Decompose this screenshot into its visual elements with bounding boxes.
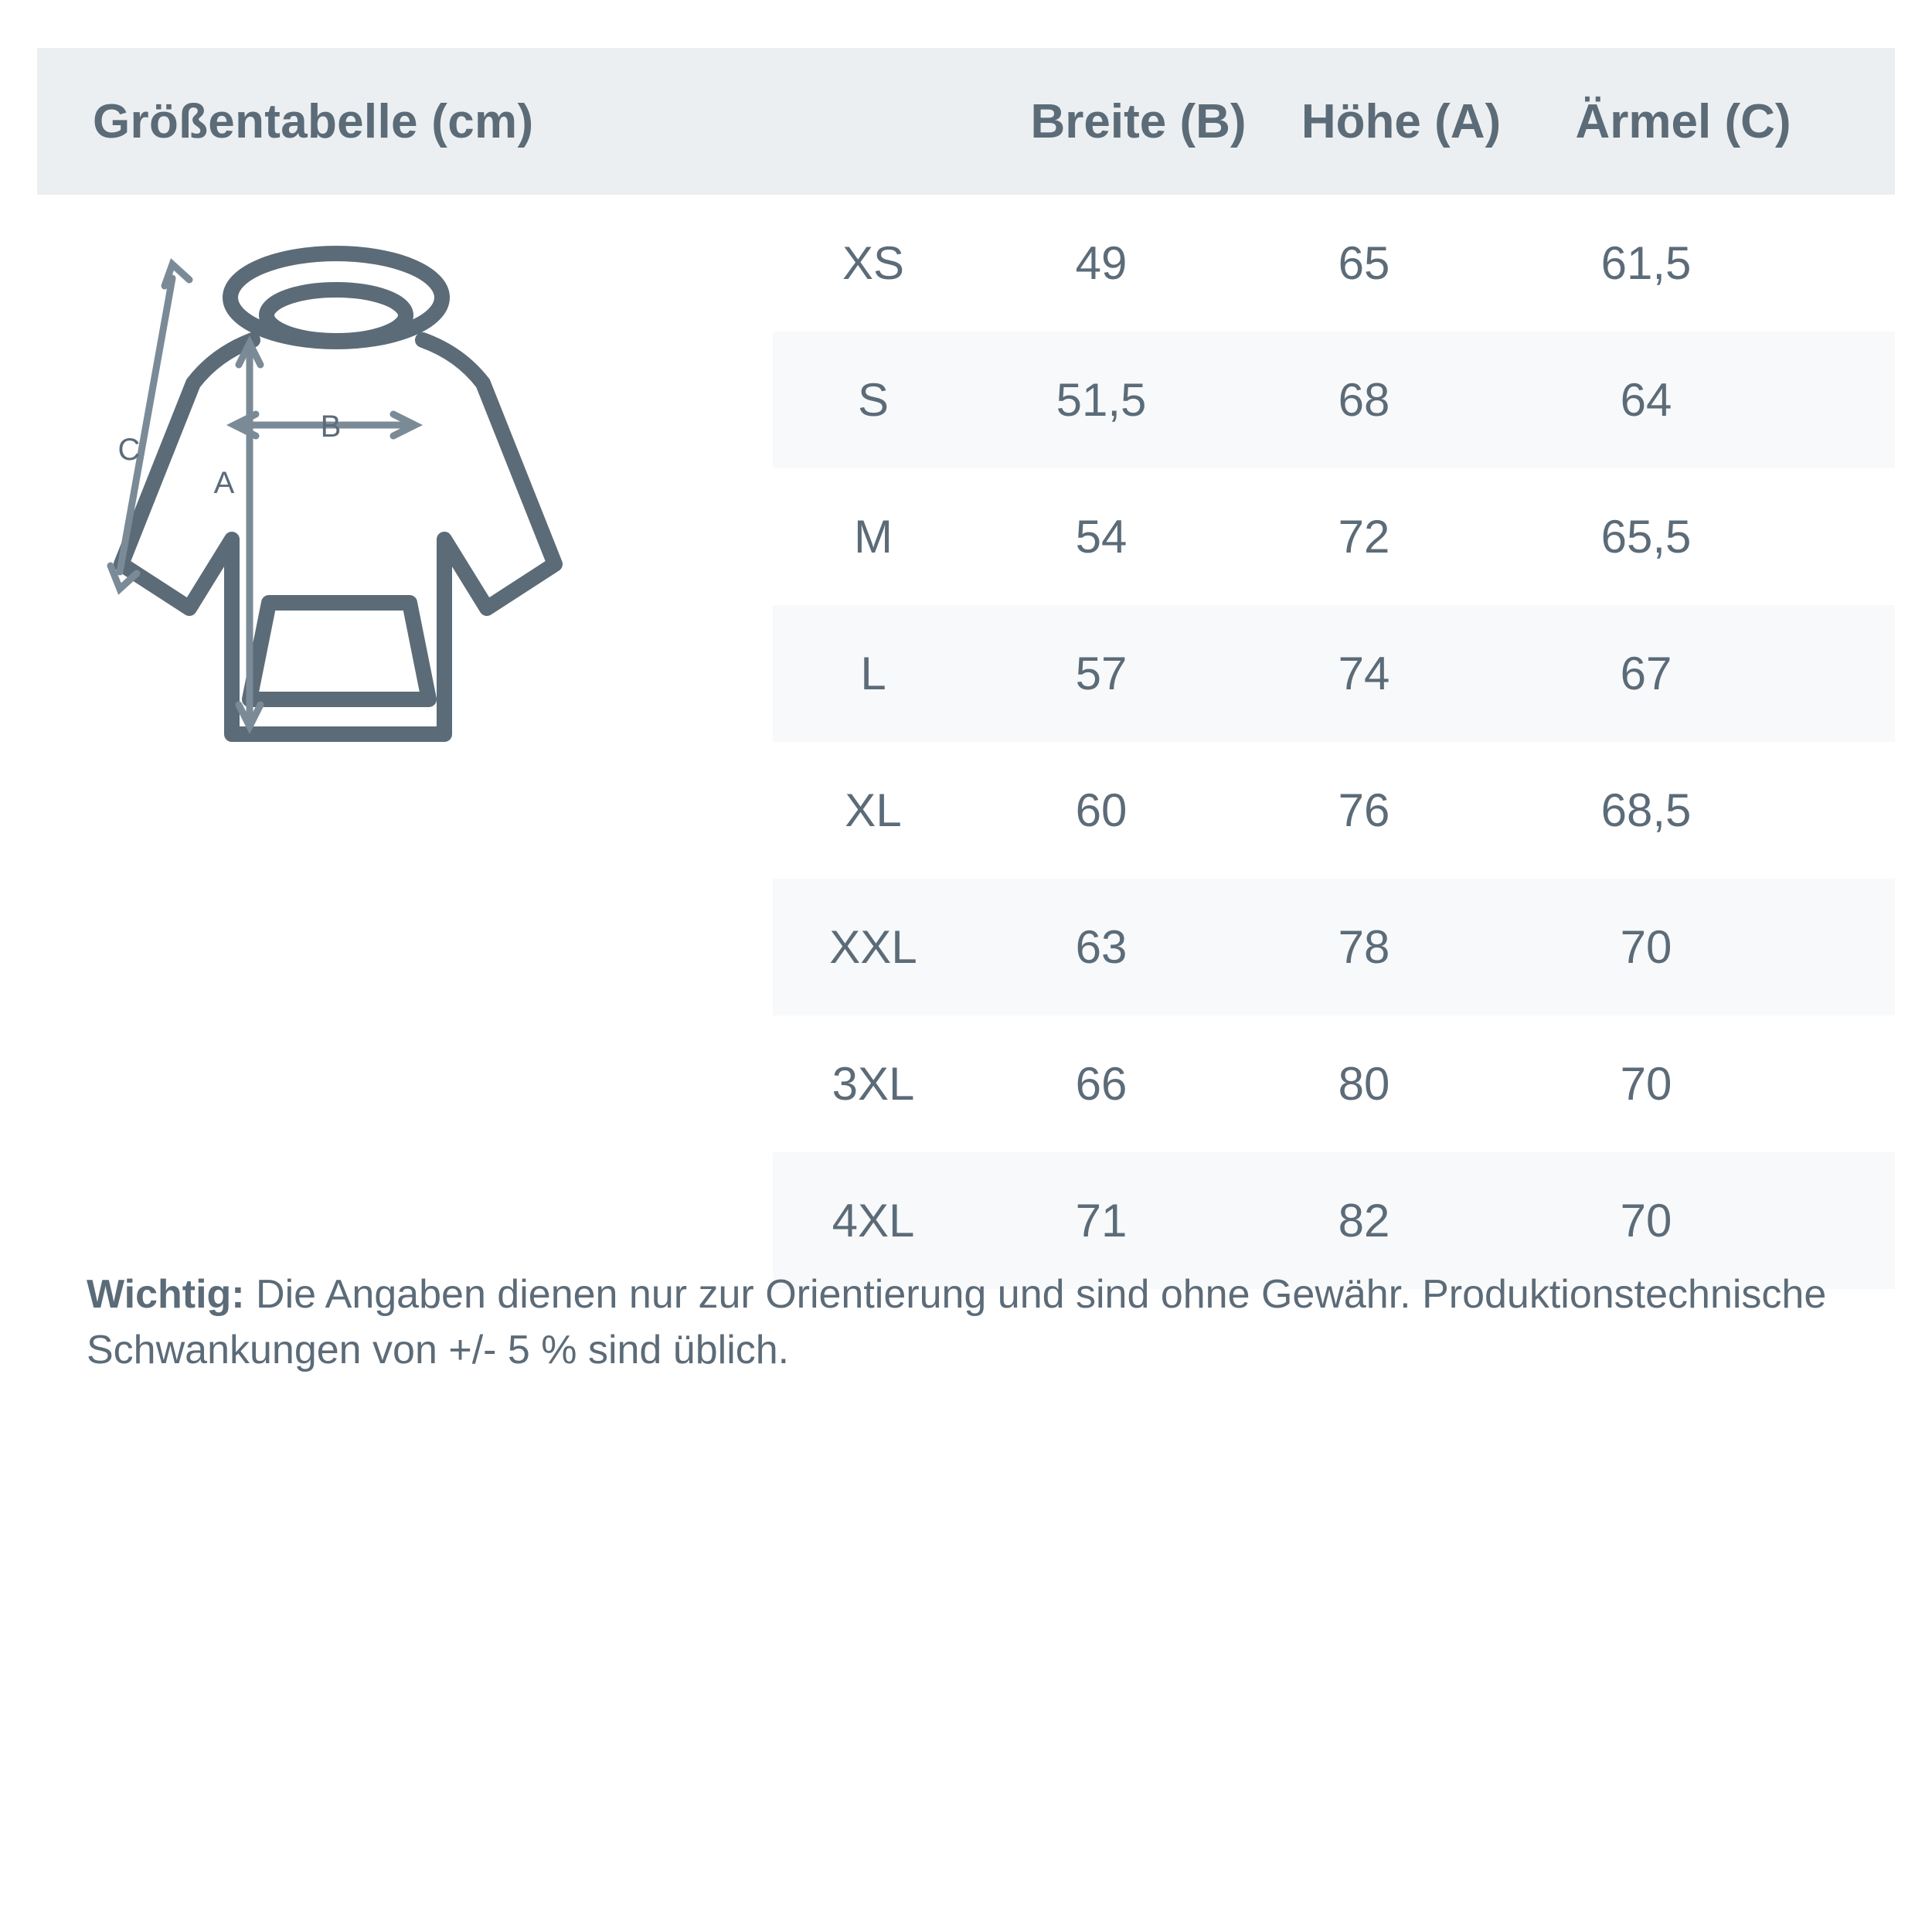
cell-height: 65 — [1338, 237, 1390, 289]
table-row — [773, 195, 1895, 332]
table-row — [773, 332, 1895, 468]
cell-height: 82 — [1338, 1195, 1390, 1247]
cell-size: M — [854, 511, 893, 563]
dimension-label-c: C — [117, 433, 141, 467]
disclaimer-text: Die Angaben dienen nur zur Orientierung und sind ohne Gewähr. Produktionstechnische Schwankungen von +/- 5 % sind üblich. — [87, 1272, 1827, 1372]
column-header-sleeve: Ärmel (C) — [1575, 94, 1791, 148]
cell-sleeve: 61,5 — [1600, 237, 1692, 289]
cell-sleeve: 67 — [1620, 648, 1672, 699]
cell-sleeve: 68,5 — [1600, 784, 1692, 836]
cell-height: 72 — [1338, 511, 1390, 563]
hoodie-outline-icon — [121, 253, 555, 734]
cell-size: XXL — [829, 921, 917, 973]
disclaimer-lead: Wichtig: — [87, 1272, 245, 1317]
table-row — [773, 605, 1895, 742]
cell-size: XS — [842, 237, 905, 289]
cell-sleeve: 70 — [1620, 1058, 1672, 1110]
cell-size: 3XL — [832, 1058, 915, 1110]
column-header-width: Breite (B) — [1030, 94, 1247, 148]
table-row — [773, 1015, 1895, 1152]
cell-sleeve: 65,5 — [1600, 511, 1692, 563]
cell-height: 74 — [1338, 648, 1390, 699]
cell-sleeve: 70 — [1620, 1195, 1672, 1247]
size-table — [773, 195, 1895, 1289]
column-headers — [810, 48, 1895, 195]
table-row — [773, 879, 1895, 1015]
cell-width: 54 — [1075, 511, 1128, 563]
cell-size: L — [860, 648, 886, 699]
dimension-label-a: A — [213, 466, 235, 500]
column-header-height: Höhe (A) — [1301, 94, 1502, 148]
cell-width: 51,5 — [1056, 374, 1147, 426]
cell-width: 71 — [1075, 1195, 1128, 1247]
table-row — [773, 742, 1895, 879]
cell-size: XL — [845, 784, 902, 836]
cell-height: 78 — [1338, 921, 1390, 973]
cell-width: 57 — [1075, 648, 1128, 699]
table-header-band — [37, 48, 1895, 195]
cell-sleeve: 70 — [1620, 921, 1672, 973]
page-title: Größentabelle (cm) — [93, 94, 534, 148]
cell-width: 66 — [1075, 1058, 1128, 1110]
hoodie-diagram — [73, 232, 761, 842]
disclaimer — [87, 1267, 1856, 1379]
dimension-label-b: B — [320, 410, 342, 444]
cell-height: 76 — [1338, 784, 1390, 836]
cell-width: 63 — [1075, 921, 1128, 973]
cell-height: 68 — [1338, 374, 1390, 426]
table-row — [773, 468, 1895, 605]
cell-width: 49 — [1075, 237, 1128, 289]
cell-width: 60 — [1075, 784, 1128, 836]
cell-height: 80 — [1338, 1058, 1390, 1110]
cell-size: S — [857, 374, 889, 426]
cell-size: 4XL — [832, 1195, 915, 1247]
cell-sleeve: 64 — [1620, 374, 1672, 426]
